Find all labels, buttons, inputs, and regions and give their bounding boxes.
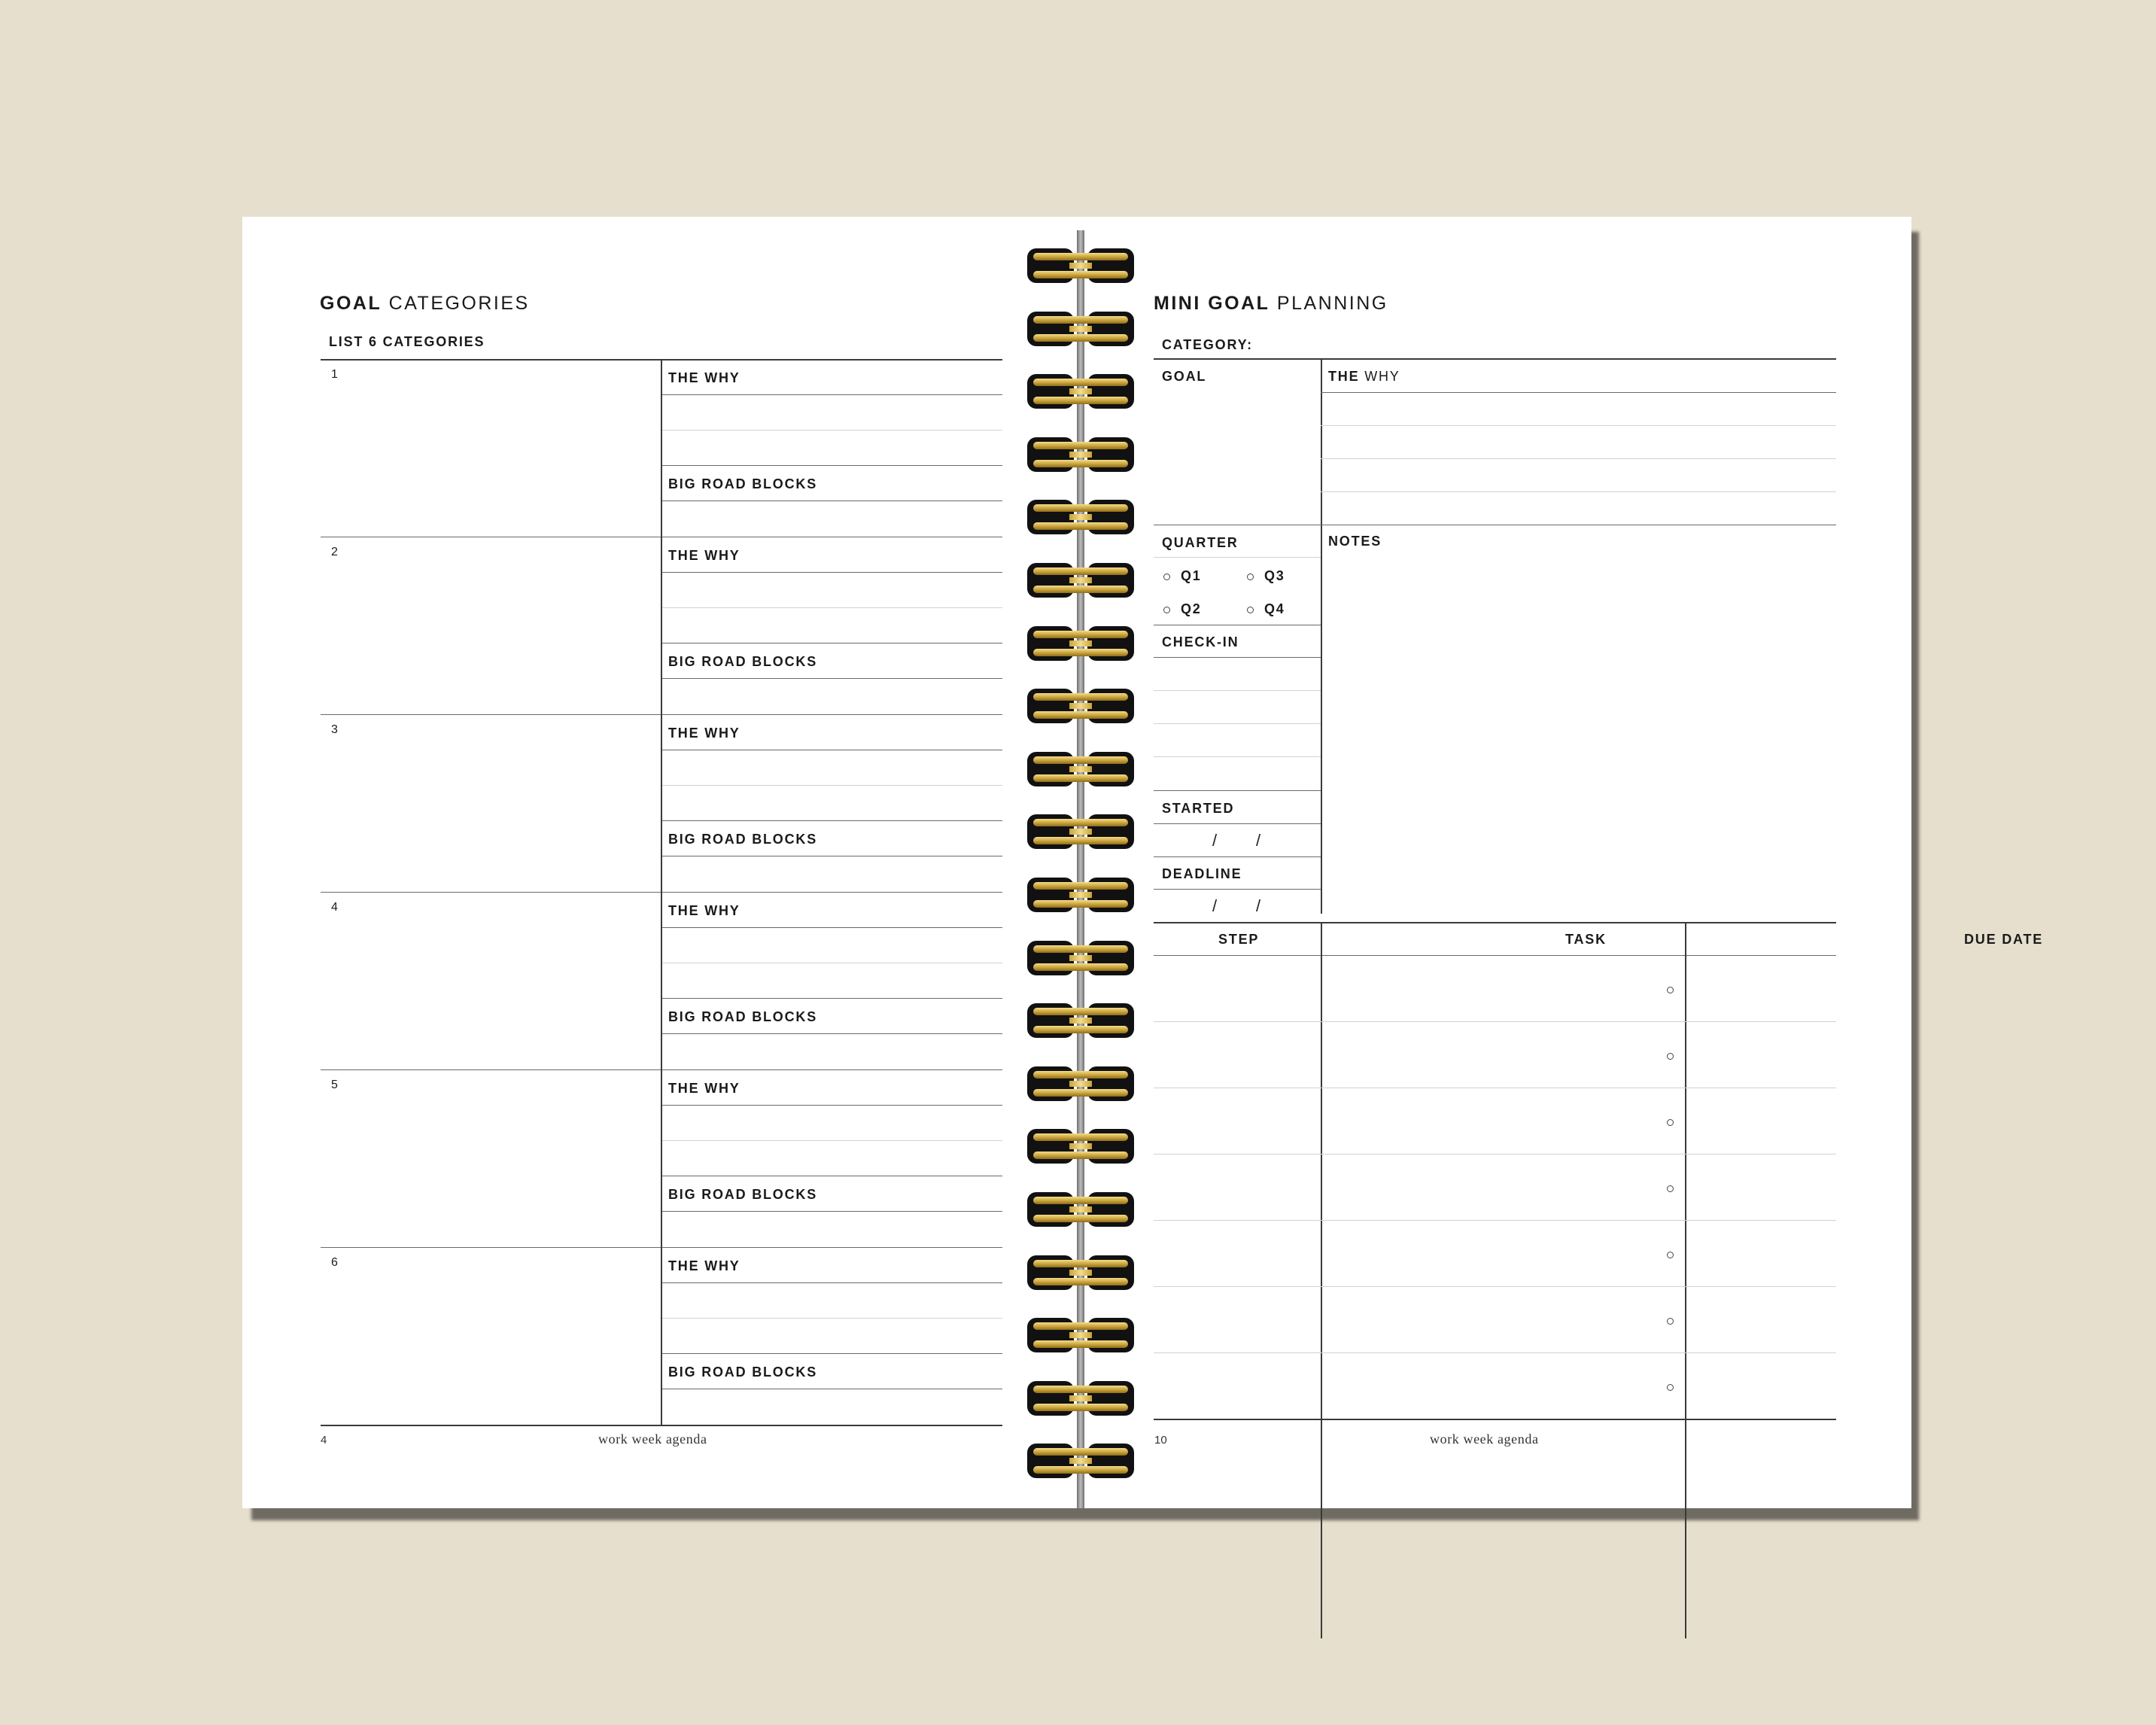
ring-bar-bottom <box>1033 522 1128 530</box>
ring-bar-center <box>1069 1270 1092 1276</box>
why-rule <box>661 394 1002 395</box>
category-divider <box>661 1069 662 1247</box>
category-divider <box>661 537 662 714</box>
left-column-divider <box>1321 358 1322 914</box>
ring-bar-center <box>1069 829 1092 835</box>
task-row-line <box>1154 1352 1836 1353</box>
ring-bar-center <box>1069 766 1092 772</box>
left-page <box>242 217 1072 1508</box>
ring-bar-bottom <box>1033 711 1128 719</box>
checkin-bottom-rule <box>1154 790 1321 791</box>
why-rule <box>1321 392 1836 393</box>
table-header-rule <box>1154 955 1836 956</box>
q3-checkbox[interactable] <box>1247 573 1254 580</box>
spiral-ring <box>1027 689 1134 723</box>
ring-bar-bottom <box>1033 460 1128 467</box>
ring-bar-bottom <box>1033 1152 1128 1159</box>
page-title <box>1154 293 1388 315</box>
spiral-ring <box>1027 941 1134 975</box>
ring-bar-center <box>1069 640 1092 646</box>
ring-bar-bottom <box>1033 837 1128 844</box>
category-divider <box>661 1247 662 1425</box>
ring-bar-bottom <box>1033 1026 1128 1033</box>
title-bold: GOAL <box>320 293 382 314</box>
big-road-blocks-label: BIG ROAD BLOCKS <box>668 476 817 491</box>
category-number: 5 <box>331 1079 338 1091</box>
why-line <box>661 1140 1002 1141</box>
spiral-ring <box>1027 248 1134 283</box>
ring-bar-bottom <box>1033 774 1128 782</box>
task-checkbox[interactable] <box>1667 1185 1674 1192</box>
deadline-rule <box>1154 889 1321 890</box>
quarter-rule <box>1154 557 1321 558</box>
blocks-line <box>661 1211 1002 1212</box>
blocks-rule <box>661 1353 1002 1354</box>
spiral-ring <box>1027 878 1134 912</box>
blocks-line <box>661 678 1002 679</box>
title-light: PLANNING <box>1276 293 1388 314</box>
ring-bar-top <box>1033 1133 1128 1141</box>
ring-bar-top <box>1033 882 1128 890</box>
why-label <box>1328 369 1400 385</box>
step-header: STEP <box>1218 932 1260 947</box>
big-road-blocks-label: BIG ROAD BLOCKS <box>668 1364 817 1380</box>
task-row-line <box>1154 1286 1836 1287</box>
ring-bar-top <box>1033 1448 1128 1456</box>
task-checkbox[interactable] <box>1667 987 1674 993</box>
category-number: 1 <box>331 368 338 381</box>
spiral-ring <box>1027 1318 1134 1352</box>
big-road-blocks-label: BIG ROAD BLOCKS <box>668 832 817 847</box>
goal-label: GOAL <box>1162 369 1207 384</box>
ring-bar-center <box>1069 1143 1092 1149</box>
ring-bar-top <box>1033 316 1128 324</box>
q4-checkbox[interactable] <box>1247 607 1254 613</box>
why-label: THE WHY <box>668 1081 740 1096</box>
ring-bar-top <box>1033 504 1128 512</box>
blocks-line <box>661 500 1002 501</box>
checkin-line <box>1154 756 1321 757</box>
category-divider <box>661 714 662 892</box>
started-date-slash: / <box>1256 831 1261 850</box>
right-page <box>1081 217 2044 1508</box>
checkin-line <box>1154 723 1321 724</box>
task-row-line <box>1154 1154 1836 1155</box>
list-subtitle: LIST 6 CATEGORIES <box>329 334 485 349</box>
spiral-ring <box>1027 563 1134 598</box>
category-number: 6 <box>331 1256 338 1269</box>
why-label-light: WHY <box>1364 369 1400 384</box>
q3-label: Q3 <box>1264 568 1285 583</box>
why-line <box>661 785 1002 786</box>
why-rule <box>661 1282 1002 1283</box>
ring-bar-bottom <box>1033 397 1128 404</box>
spiral-ring <box>1027 437 1134 472</box>
deadline-date-slash: / <box>1256 896 1261 915</box>
task-row-line <box>1154 1021 1836 1022</box>
task-row-line <box>1154 1220 1836 1221</box>
why-line <box>661 607 1002 608</box>
ring-bar-bottom <box>1033 1466 1128 1474</box>
ring-bar-center <box>1069 1332 1092 1338</box>
deadline-label: DEADLINE <box>1162 866 1242 881</box>
big-road-blocks-label: BIG ROAD BLOCKS <box>668 654 817 669</box>
task-header: TASK <box>1565 932 1607 947</box>
ring-bar-bottom <box>1033 963 1128 971</box>
ring-bar-top <box>1033 442 1128 449</box>
ring-bar-top <box>1033 379 1128 386</box>
why-label-bold: THE <box>1328 369 1360 384</box>
q2-label: Q2 <box>1181 601 1202 616</box>
ring-bar-top <box>1033 1008 1128 1015</box>
q1-label: Q1 <box>1181 568 1202 583</box>
spiral-ring <box>1027 374 1134 409</box>
title-bold: MINI GOAL <box>1154 293 1270 314</box>
ring-bar-center <box>1069 452 1092 458</box>
why-rule <box>661 1105 1002 1106</box>
blocks-rule <box>661 465 1002 466</box>
started-date-slash: / <box>1212 831 1218 850</box>
top-rule <box>1154 358 1836 360</box>
ring-bar-top <box>1033 567 1128 575</box>
spiral-ring <box>1027 500 1134 534</box>
task-checkbox[interactable] <box>1667 1384 1674 1391</box>
page-number: 4 <box>321 1434 327 1447</box>
spiral-ring <box>1027 1255 1134 1290</box>
ring-bar-center <box>1069 326 1092 332</box>
spiral-ring <box>1027 1129 1134 1164</box>
ring-bar-top <box>1033 693 1128 701</box>
ring-bar-bottom <box>1033 1215 1128 1222</box>
checkin-label: CHECK-IN <box>1162 634 1239 650</box>
footer-text: work week agenda <box>1430 1431 1539 1447</box>
ring-bar-center <box>1069 955 1092 961</box>
spiral-ring <box>1027 1381 1134 1416</box>
ring-bar-center <box>1069 263 1092 269</box>
started-bottom-rule <box>1154 856 1321 857</box>
checkin-rule <box>1154 657 1321 658</box>
ring-bar-center <box>1069 1081 1092 1087</box>
ring-bar-center <box>1069 514 1092 520</box>
spiral-ring <box>1027 626 1134 661</box>
table-top-rule <box>1154 922 1836 923</box>
ring-bar-center <box>1069 1018 1092 1024</box>
due-date-header: DUE DATE <box>1964 932 2044 947</box>
ring-bar-bottom <box>1033 1340 1128 1348</box>
why-line <box>1321 491 1836 492</box>
spiral-ring <box>1027 312 1134 346</box>
why-label: THE WHY <box>668 1258 740 1273</box>
blocks-rule <box>661 820 1002 821</box>
q2-checkbox[interactable] <box>1163 607 1170 613</box>
ring-bar-center <box>1069 577 1092 583</box>
task-due-divider <box>1685 922 1686 1638</box>
spiral-ring <box>1027 1444 1134 1478</box>
why-line <box>1321 425 1836 426</box>
ring-bar-top <box>1033 1260 1128 1267</box>
why-rule <box>661 927 1002 928</box>
why-line <box>1321 458 1836 459</box>
ring-bar-top <box>1033 756 1128 764</box>
ring-bar-bottom <box>1033 334 1128 342</box>
title-light: CATEGORIES <box>388 293 530 314</box>
big-road-blocks-label: BIG ROAD BLOCKS <box>668 1009 817 1024</box>
ring-bar-bottom <box>1033 586 1128 593</box>
why-line <box>661 1318 1002 1319</box>
ring-bar-center <box>1069 703 1092 709</box>
page-number: 10 <box>1154 1434 1167 1447</box>
why-label: THE WHY <box>668 903 740 918</box>
spiral-ring <box>1027 752 1134 786</box>
category-divider <box>661 359 662 537</box>
task-checkbox[interactable] <box>1667 1119 1674 1126</box>
category-number: 4 <box>331 901 338 914</box>
ring-bar-center <box>1069 1206 1092 1212</box>
spiral-ring <box>1027 1066 1134 1101</box>
ring-bar-bottom <box>1033 900 1128 908</box>
category-number: 3 <box>331 723 338 736</box>
ring-bar-top <box>1033 253 1128 260</box>
started-label: STARTED <box>1162 801 1235 816</box>
category-label: CATEGORY: <box>1162 337 1253 352</box>
task-checkbox[interactable] <box>1667 1252 1674 1258</box>
task-row-line <box>1154 1419 1836 1420</box>
category-bottom-rule <box>321 1425 1002 1426</box>
ring-bar-bottom <box>1033 1404 1128 1411</box>
why-label: THE WHY <box>668 370 740 385</box>
spiral-ring <box>1027 814 1134 849</box>
step-task-divider <box>1321 922 1322 1638</box>
category-number: 2 <box>331 546 338 558</box>
spiral-ring <box>1027 1003 1134 1038</box>
category-divider <box>661 892 662 1069</box>
ring-bar-bottom <box>1033 649 1128 656</box>
checkin-line <box>1154 690 1321 691</box>
ring-bar-top <box>1033 631 1128 638</box>
blocks-line <box>661 1033 1002 1034</box>
ring-bar-center <box>1069 1395 1092 1401</box>
ring-bar-top <box>1033 1071 1128 1079</box>
deadline-date-slash: / <box>1212 896 1218 915</box>
big-road-blocks-label: BIG ROAD BLOCKS <box>668 1187 817 1202</box>
footer-text: work week agenda <box>598 1431 707 1447</box>
ring-bar-center <box>1069 388 1092 394</box>
why-rule <box>661 572 1002 573</box>
ring-bar-bottom <box>1033 1278 1128 1285</box>
quarter-label: QUARTER <box>1162 535 1239 550</box>
page-title <box>320 293 530 315</box>
notes-label: NOTES <box>1328 534 1382 549</box>
ring-bar-top <box>1033 1386 1128 1393</box>
ring-bar-center <box>1069 892 1092 898</box>
q1-checkbox[interactable] <box>1163 573 1170 580</box>
ring-bar-bottom <box>1033 271 1128 278</box>
spiral-spine <box>1077 230 1084 1508</box>
q4-label: Q4 <box>1264 601 1285 616</box>
ring-bar-top <box>1033 1322 1128 1330</box>
why-label: THE WHY <box>668 548 740 563</box>
why-label: THE WHY <box>668 726 740 741</box>
blocks-rule <box>661 998 1002 999</box>
task-checkbox[interactable] <box>1667 1053 1674 1060</box>
ring-bar-top <box>1033 819 1128 826</box>
ring-bar-bottom <box>1033 1089 1128 1097</box>
started-rule <box>1154 823 1321 824</box>
ring-bar-top <box>1033 945 1128 953</box>
ring-bar-top <box>1033 1197 1128 1204</box>
spiral-ring <box>1027 1192 1134 1227</box>
task-checkbox[interactable] <box>1667 1318 1674 1325</box>
ring-bar-center <box>1069 1458 1092 1464</box>
